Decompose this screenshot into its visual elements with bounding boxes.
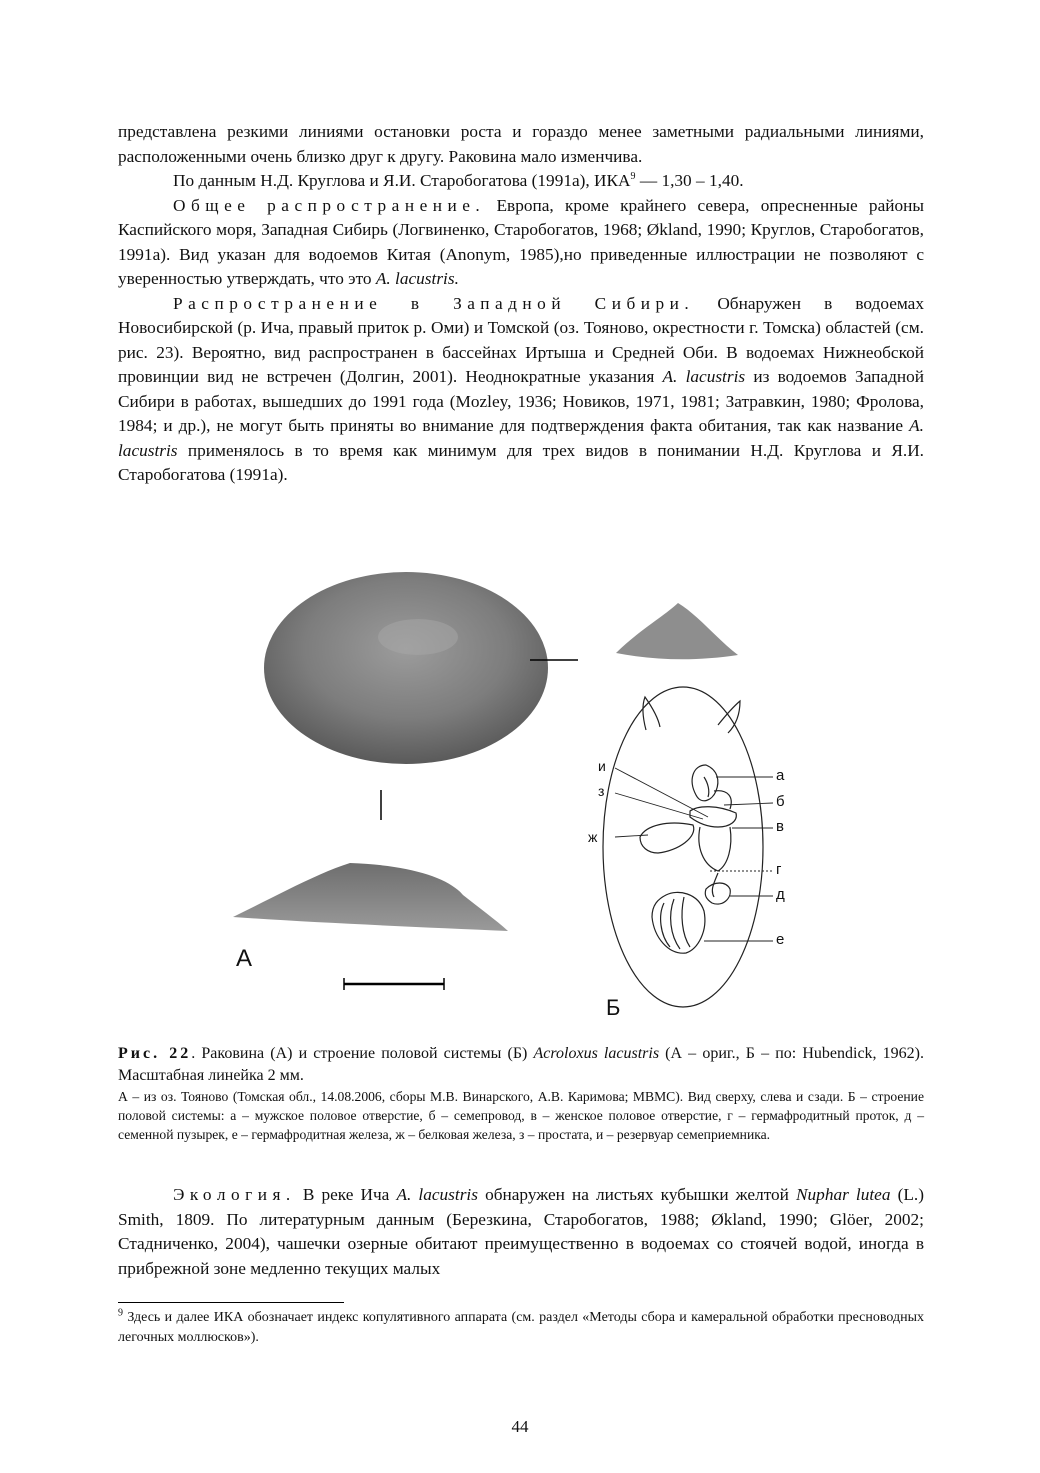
section-heading-west-siberia: Распространение в Западной Сибири.: [173, 293, 695, 313]
part-label-a: а: [776, 767, 785, 784]
paragraph-general-distribution: Общее распространение. Европа, кроме крайнего севера, опресненные районы Каспийского моря, Западная Сибирь (Логвиненко, Старобогатов, 1968; Økland, 1990; Круглов, Старобогатов, 1991а). Вид указан для водоемов Китая (Anonym, 1985),но приведенные иллюстрации не позволяют с уверенностью утверждать, что это A. lacustris.: [118, 195, 924, 288]
footnote-divider: [118, 1302, 344, 1303]
footnote-ref: 9: [630, 171, 636, 183]
page-number: 44: [511, 1417, 529, 1436]
paragraph-ecology: Экология. В реке Ича A. lacustris обнаружен на листьях кубышки желтой Nuphar lutea (L.) Smith, 1809. По литературным данным (Березкина, Старобогатов, 1988; Økland, 1990; Glöer, 2002; Стадниченко, 2004), чашечки озерные обитают преимущественно в водоемах со стоячей водой, иногда в прибрежной зоне медленно текущих малых: [118, 1185, 924, 1278]
part-label-z: з: [598, 783, 605, 799]
scale-bar: [344, 978, 444, 990]
figure-label-a: А: [236, 945, 253, 972]
reproductive-system-drawing: [603, 687, 763, 1007]
section-heading-general: Общее распространение.: [173, 195, 486, 215]
paragraph-west-siberia: Распространение в Западной Сибири. Обнаружен в водоемах Новосибирской (р. Ича, правый приток р. Оми) и Томской (оз. Тояново, окрестности г. Томска) областей (см. рис. 23). Вероятно, вид распространен в бассейнах Иртыша и Средней Оби. В водоемах Нижнеобской провинции вид не встречен (Долгин, 2001). Неоднократные указания A. lacustris из водоемов Западной Сибири в работах, вышедших до 1991 года (Mozley, 1936; Новиков, 1971, 1981; Затравкин, 1980; Фролова, 1984; и др.), не могут быть приняты во внимание для подтверждения факта обитания, так как название A. lacustris применялось в то время как минимум для трех видов в понимании Н.Д. Круглова и Я.И. Старобогатова (1991а).: [118, 293, 924, 484]
ecology-section: [118, 1183, 924, 1281]
part-label-zh: ж: [588, 829, 598, 845]
caption-main: Рис. 22. Раковина (А) и строение половой системы (Б) Acroloxus lacustris (А – ориг., Б – по: Hubendick, 1962). Масштабная линейка 2 мм.: [118, 1045, 925, 1084]
paragraph-shell-description: представлена резкими линиями остановки роста и гораздо менее заметными радиальными линиями, расположенными очень близко друг к другу. Раковина мало изменчива.: [118, 122, 924, 166]
part-label-e: е: [776, 931, 785, 948]
caption-details: А – из оз. Тояново (Томская обл., 14.08.2006, сборы М.В. Винарского, А.В. Каримова; МВМС). Вид сверху, слева и сзади. Б – строение половой системы: а – мужское половое отверстие, б – семепровод, в – женское половое отверстие, г – гермафродитный проток, д – семенной пузырек, е – гермафродитная железа, ж – белковая железа, з – простата, и – резервуар семеприемника.: [118, 1089, 924, 1142]
figure-label-b: Б: [606, 995, 621, 1020]
part-label-i: и: [598, 758, 606, 774]
shell-rear-view: [616, 603, 738, 659]
shell-top-view: [264, 572, 548, 764]
part-label-g: г: [776, 861, 782, 878]
shell-side-view: [233, 863, 508, 931]
section-heading-ecology: Экология.: [173, 1185, 296, 1204]
part-label-v: в: [776, 818, 784, 835]
leader-lines: [615, 768, 773, 941]
footnote: $^9$ Здесь и далее ИКА обозначает индекс копулятивного аппарата (см. раздел «Методы сбора и камеральной обработки пресноводных легочных моллюсков»).: [118, 1307, 924, 1345]
paragraph-ika: По данным Н.Д. Круглова и Я.И. Старобогатова (1991а), ИКА$^9$ — 1,30 – 1,40.: [173, 171, 744, 190]
figure-caption: [118, 1043, 924, 1144]
part-label-b: б: [776, 793, 785, 810]
main-text: [118, 120, 924, 488]
part-label-d: д: [776, 886, 785, 903]
figure-22: [118, 565, 924, 1035]
